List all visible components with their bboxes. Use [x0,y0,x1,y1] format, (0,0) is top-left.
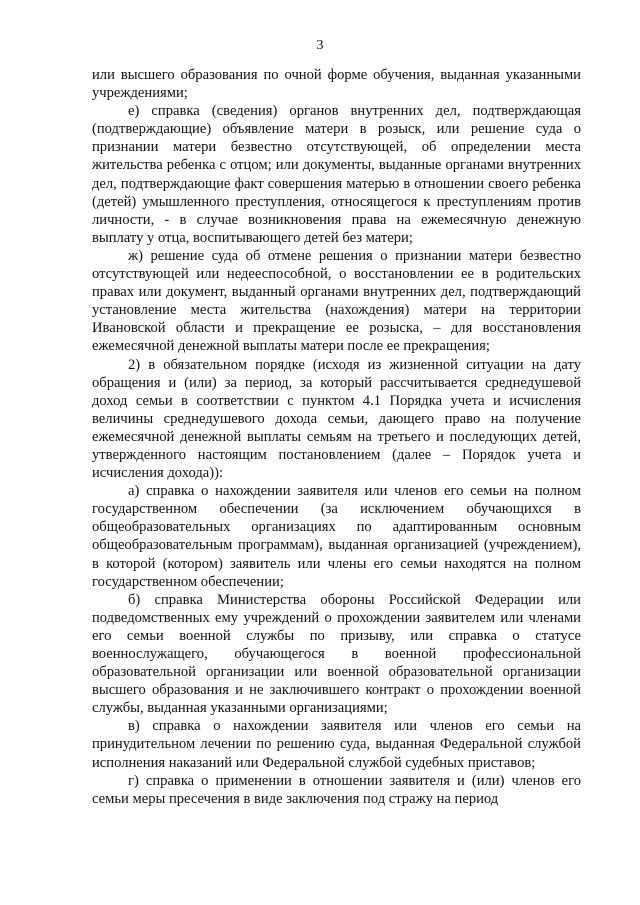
paragraph-item-2: 2) в обязательном порядке (исходя из жизненной ситуации на дату обращения и (или) за период, за который рассчитывается среднедушевой доход семьи в соответствии с пунктом 4.1 Порядка учета и исчисления величины среднедушевого дохода семьи, дающего право на получение ежемесячной денежной выплаты семьям на третьего и последующих детей, утвержденного настоящим постановлением (далее – Порядок учета и исчисления дохода)): [92,356,581,482]
paragraph-item-g: г) справка о применении в отношении заявителя и (или) членов его семьи меры пресечения в виде заключения под стражу на период [92,772,581,807]
page-number: 3 [316,38,324,53]
paragraph-continuation: или высшего образования по очной форме обучения, выданная указанными учреждениями; [92,67,581,102]
paragraph-item-a: а) справка о нахождении заявителя или членов его семьи на полном государственном обеспечении (за исключением обучающихся в общеобразовательных организациях по адаптированным основным общеобразовательным программам), выданная организацией (учреждением), в которой (котором) заявитель или члены его семьи находятся на полном государственном обеспечении; [92,483,581,590]
document-body [92,66,581,808]
paragraph-item-e: е) справка (сведения) органов внутренних дел, подтверждающая (подтверждающие) объявление матери в розыск, или решение суда о признании матери безвестно отсутствующей, об определении места жительства ребенка с отцом; или документы, выданные органами внутренних дел, подтверждающие факт совершения матерью в отношении своего ребенка (детей) умышленного преступления, относящегося к преступлениям против личности, - в случае возникновения права на ежемесячную денежную выплату у отца, воспитывающего детей без матери; [92,103,581,246]
paragraph-item-b: б) справка Министерства обороны Российской Федерации или подведомственных ему учреждений о прохождении заявителем или членами его семьи военной службы по призыву, или справка о статусе военнослужащего, обучающегося в военной профессиональной образовательной организации или военной образовательной организации высшего образования и не заключившего контракт о прохождении военной службы, выданная указанными организациями; [92,591,581,717]
paragraph-item-v: в) справка о нахождении заявителя или членов его семьи на принудительном лечении по решению суда, выданная Федеральной службой исполнения наказаний или Федеральной службой судебных приставов; [92,718,581,771]
paragraph-item-zh: ж) решение суда об отмене решения о признании матери безвестно отсутствующей или недееспособной, о восстановлении ее в родительских правах или документ, выданный органами внутренних дел, подтверждающий установление места жительства (нахождения) матери на территории Ивановской области и прекращение ее розыска, – для восстановления ежемесячной денежной выплаты матери после ее прекращения; [92,247,581,355]
